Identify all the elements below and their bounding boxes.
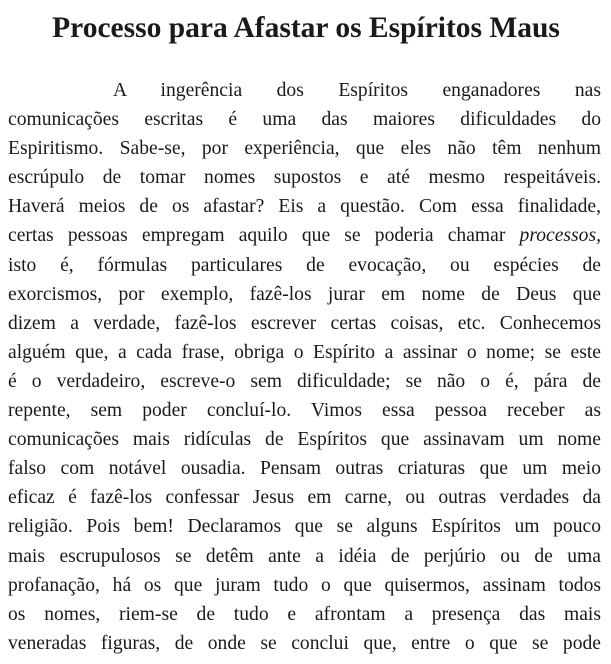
text-line: A ingerência dos Espíritos enganadores nas xyxy=(113,80,601,101)
text-line xyxy=(8,221,601,250)
text-line: mais escrupulosos se detêm ante a idéia de perjúrio ou de uma xyxy=(8,545,601,567)
text-line: comunicações mais ridículas de Espíritos que assinavam um nome xyxy=(8,429,601,451)
text-line: é o verdadeiro, escreve-o sem dificuldade; se não o é, pára de xyxy=(8,370,601,392)
text-line: religião. Pois bem! Declaramos que se alguns Espíritos um pouco xyxy=(8,516,601,538)
body-paragraph xyxy=(8,76,601,658)
text-line: exorcismos, por exemplo, fazê-los jurar em nome de Deus que xyxy=(8,283,601,305)
text-line: eficaz é fazê-los confessar Jesus em carne, ou outras verdades da xyxy=(8,487,601,509)
text-line: dizem a verdade, fazê-los escrever certas coisas, etc. Conhecemos xyxy=(8,312,601,334)
italic-term: processos, xyxy=(519,225,601,247)
text-line: isto é, fórmulas particulares de evocação, ou espécies de xyxy=(8,254,601,276)
text-line: falso com notável ousadia. Pensam outras criaturas que um meio xyxy=(8,458,601,480)
text-line: comunicações escritas é uma das maiores dificuldades do xyxy=(8,109,601,131)
text-line-start: certas pessoas empregam aquilo que se poderia chamar xyxy=(8,225,506,247)
text-line: escrúpulo de tomar nomes supostos e até mesmo respeitáveis. xyxy=(8,167,601,189)
text-line: veneradas figuras, de onde se conclui que, entre o que se pode xyxy=(8,632,601,654)
text-line: os nomes, riem-se de tudo e afrontam a presença das mais xyxy=(8,603,601,625)
text-line: Haverá meios de os afastar? Eis a questão. Com essa finalidade, xyxy=(8,196,601,218)
text-line: alguém que, a cada frase, obriga o Espírito a assinar o nome; se este xyxy=(8,341,601,363)
text-line: profanação, há os que juram tudo o que quisermos, assinam todos xyxy=(8,574,601,596)
text-line: repente, sem poder concluí-lo. Vimos essa pessoa receber as xyxy=(8,400,601,422)
text-line: Espiritismo. Sabe-se, por experiência, que eles não têm nenhum xyxy=(8,138,601,160)
page-title: Processo para Afastar os Espíritos Maus xyxy=(52,12,560,44)
